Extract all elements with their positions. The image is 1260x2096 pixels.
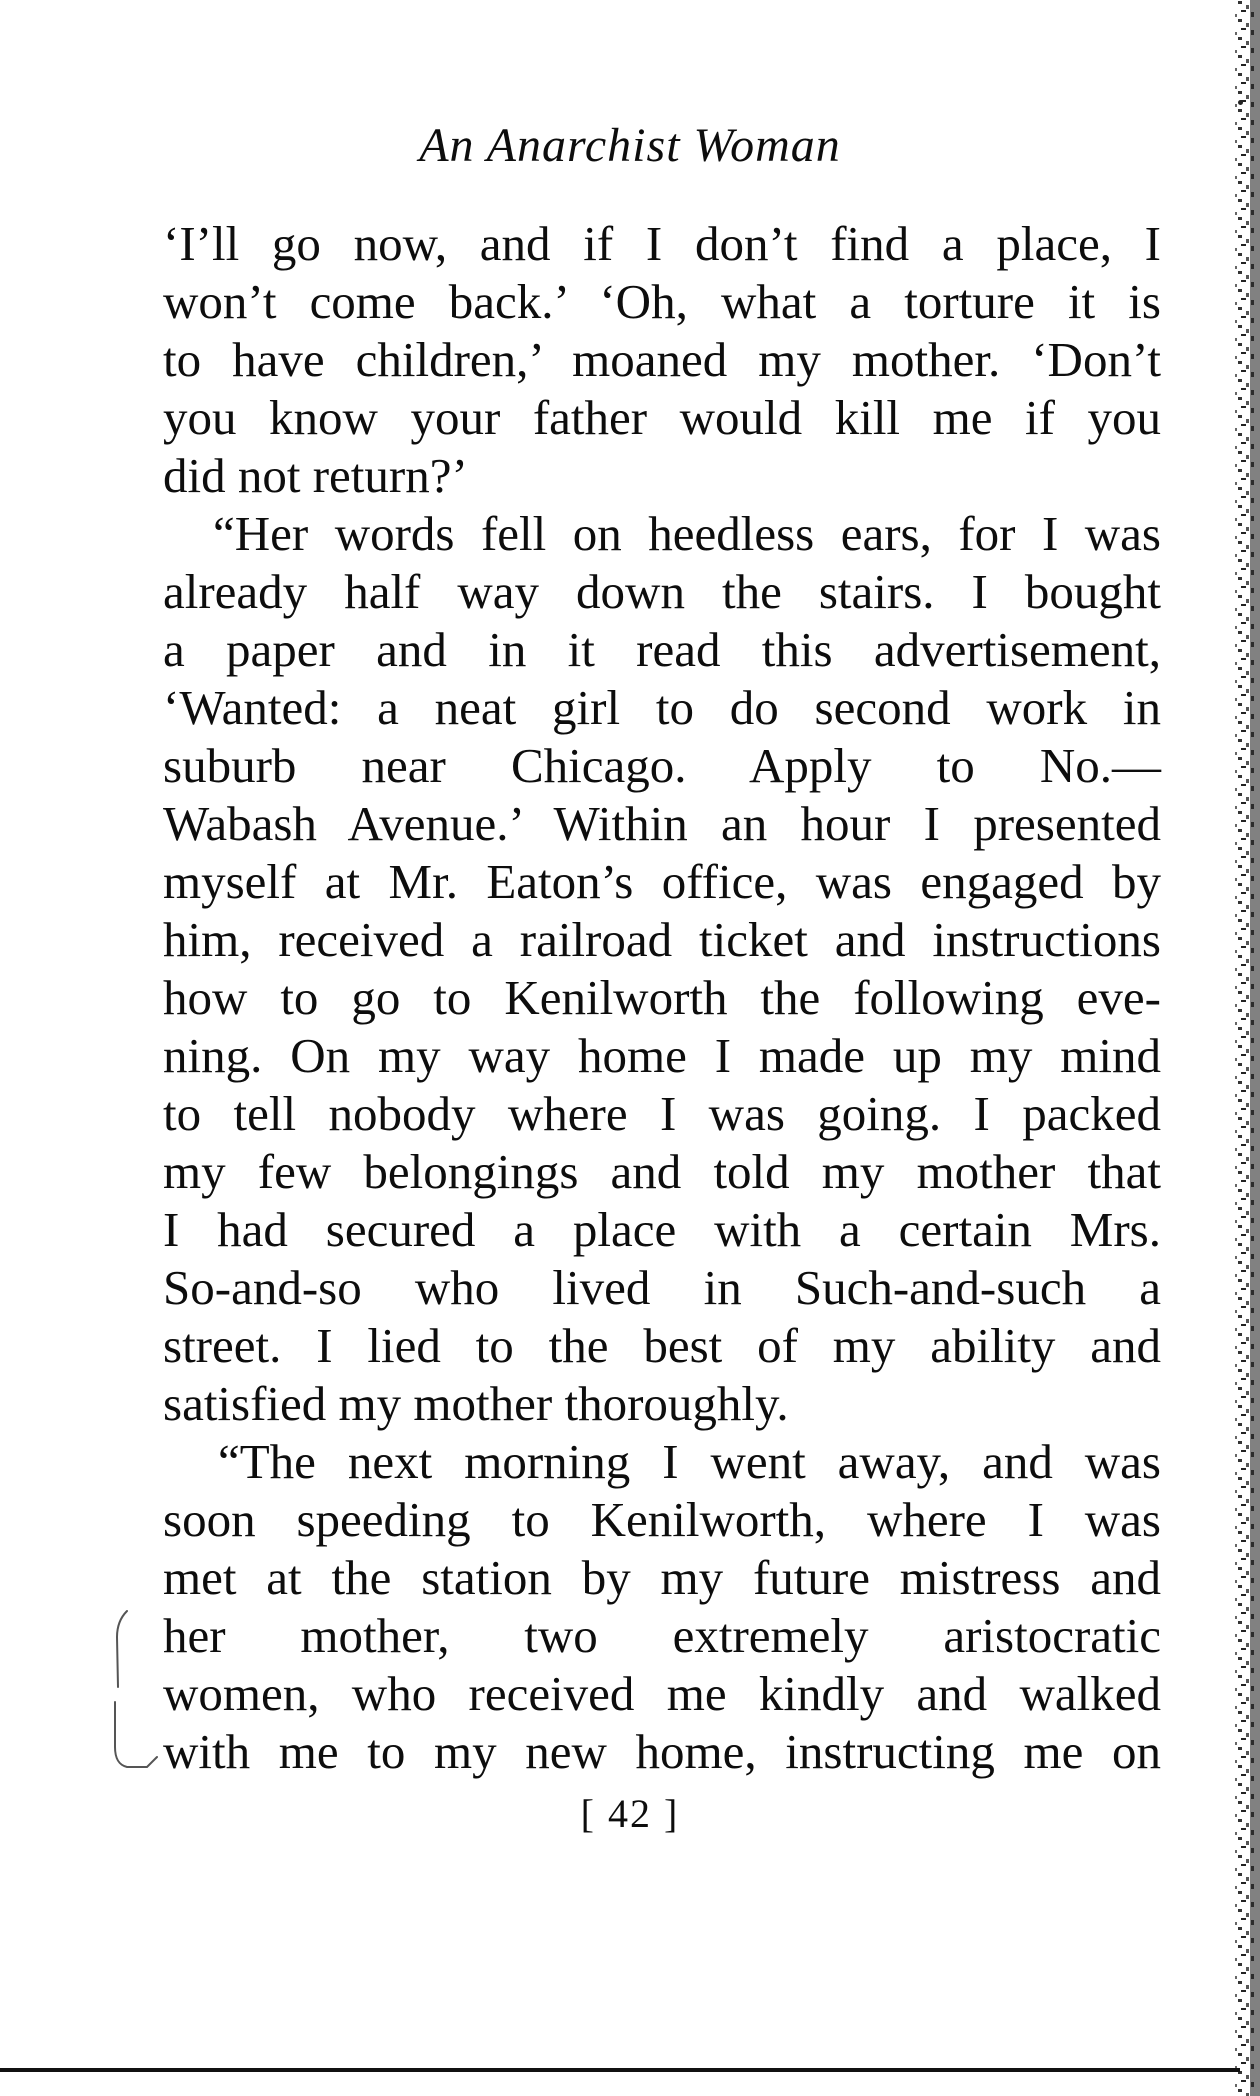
scan-speck — [1238, 100, 1243, 105]
binding-edge — [1232, 0, 1260, 2096]
text-line: with me to my new home, instructing me on — [163, 1724, 1161, 1779]
text-line: already half way down the stairs. I bought — [163, 564, 1161, 619]
text-line: “Her words fell on heedless ears, for I was — [213, 506, 1161, 561]
running-head: An Anarchist Woman — [419, 119, 841, 172]
page-number: [ 42 ] — [580, 1791, 680, 1836]
text-line: myself at Mr. Eaton’s office, was engaged by — [163, 854, 1161, 909]
text-line: him, received a railroad ticket and instructions — [163, 912, 1161, 967]
text-line: ning. On my way home I made up my mind — [163, 1028, 1161, 1083]
text-line: ‘I’ll go now, and if I don’t find a place, I — [163, 216, 1161, 271]
text-line: how to go to Kenilworth the following eve- — [163, 970, 1161, 1025]
pencil-bracket-mark — [99, 1607, 159, 1777]
text-line: did not return?’ — [163, 448, 468, 503]
text-line: a paper and in it read this advertisement, — [163, 622, 1161, 677]
text-line: won’t come back.’ ‘Oh, what a torture it is — [163, 274, 1161, 329]
text-line: you know your father would kill me if you — [163, 390, 1161, 445]
text-line: to have children,’ moaned my mother. ‘Don’t — [163, 332, 1161, 387]
text-line: to tell nobody where I was going. I packed — [163, 1086, 1161, 1141]
text-line: soon speeding to Kenilworth, where I was — [163, 1492, 1161, 1547]
page-bottom-edge — [0, 2068, 1240, 2072]
text-line: women, who received me kindly and walked — [163, 1666, 1161, 1721]
text-line: Wabash Avenue.’ Within an hour I presented — [163, 796, 1161, 851]
text-line: my few belongings and told my mother that — [163, 1144, 1161, 1199]
text-line: met at the station by my future mistress and — [163, 1550, 1161, 1605]
text-line: “The next morning I went away, and was — [218, 1434, 1161, 1489]
body-text — [163, 215, 1161, 1781]
text-line: I had secured a place with a certain Mrs. — [163, 1202, 1161, 1257]
text-line: So-and-so who lived in Such-and-such a — [163, 1260, 1161, 1315]
text-line: satisfied my mother thoroughly. — [163, 1376, 789, 1431]
text-line: suburb near Chicago. Apply to No.— — [163, 738, 1161, 793]
text-line: ‘Wanted: a neat girl to do second work in — [163, 680, 1161, 735]
text-line: her mother, two extremely aristocratic — [163, 1608, 1161, 1663]
text-line: street. I lied to the best of my ability and — [163, 1318, 1161, 1373]
